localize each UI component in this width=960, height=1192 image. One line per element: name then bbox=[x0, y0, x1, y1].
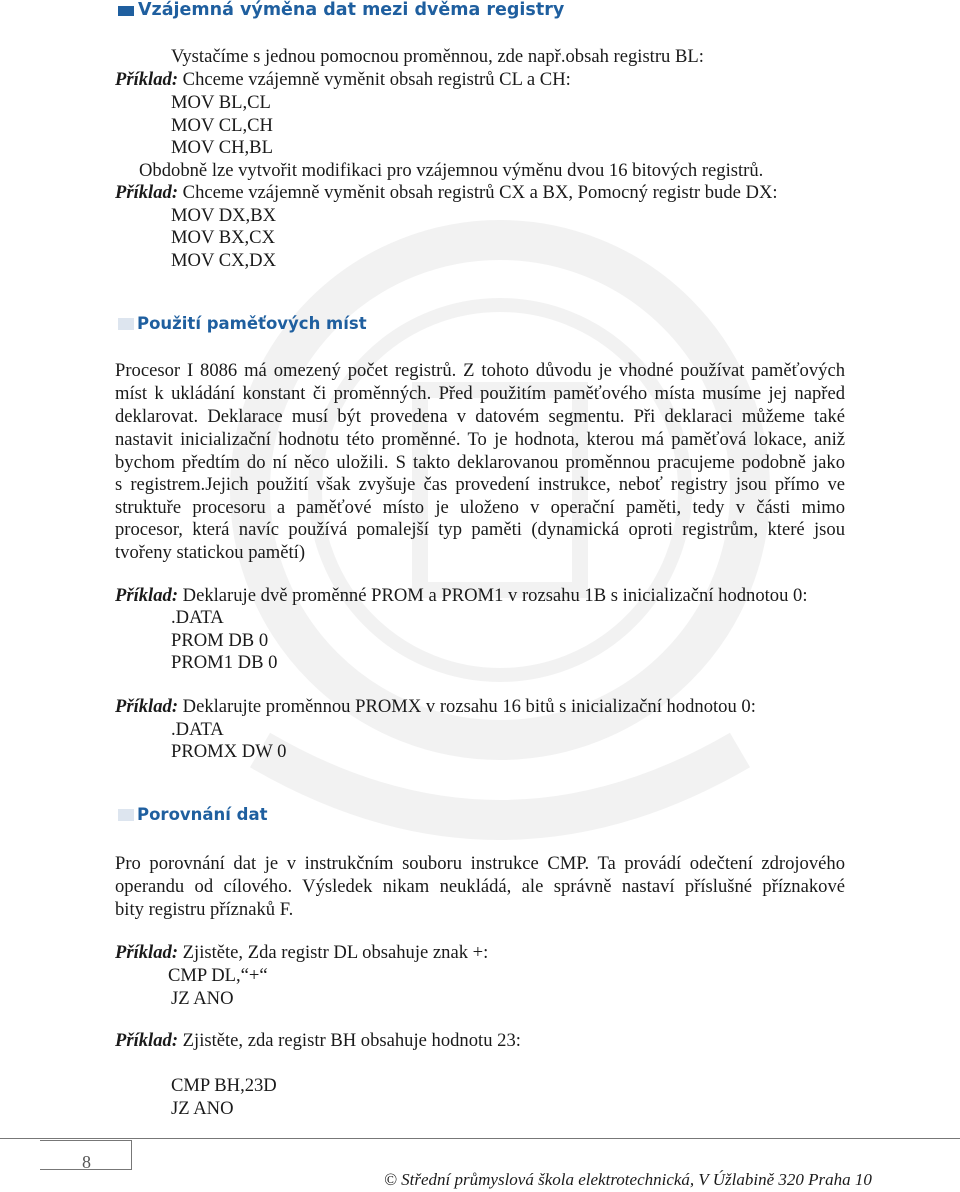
code-line: .DATA bbox=[171, 607, 224, 628]
swap-mid-text: Obdobně lze vytvořit modifikaci pro vzájemnou výměnu dvou 16 bitových registrů. bbox=[139, 160, 764, 181]
example-label: Příklad: bbox=[115, 69, 179, 90]
compare-example-2 bbox=[115, 1030, 521, 1052]
code-line: MOV CX,DX bbox=[171, 250, 277, 271]
example-text: Chceme vzájemně vyměnit obsah registrů CX a BX, Pomocný registr bude DX: bbox=[178, 182, 778, 203]
swap-intro: Vystačíme s jednou pomocnou proměnnou, zde např.obsah registru BL: bbox=[171, 46, 704, 67]
code-line: MOV DX,BX bbox=[171, 205, 277, 226]
memory-para-line: bychom předtím do ní něco uložili. S takto deklarovanou proměnnou pracujeme podobně jako bbox=[115, 452, 845, 473]
memory-para-line: procesor, která navíc používá pomalejší typ paměti (dynamická oproti registrům, které jsou bbox=[115, 519, 845, 540]
page-number-box-top bbox=[40, 1140, 132, 1141]
compare-example-1 bbox=[115, 942, 488, 964]
heading-bar bbox=[118, 809, 134, 821]
page-number-box-right bbox=[131, 1140, 132, 1170]
compare-para-line: bity registru příznaků F. bbox=[115, 899, 294, 920]
heading-bar bbox=[118, 318, 134, 330]
section-heading-swap: Vzájemná výměna dat mezi dvěma registry bbox=[138, 0, 565, 20]
code-line: CMP DL,“+“ bbox=[168, 965, 268, 986]
swap-example-2 bbox=[115, 182, 778, 204]
example-text: Deklarujte proměnnou PROMX v rozsahu 16 bitů s inicializační hodnotou 0: bbox=[178, 696, 756, 717]
code-line: JZ ANO bbox=[171, 988, 234, 1009]
example-label: Příklad: bbox=[115, 942, 179, 963]
swap-example-1 bbox=[115, 69, 571, 91]
code-line: MOV CH,BL bbox=[171, 137, 273, 158]
example-text: Deklaruje dvě proměnné PROM a PROM1 v rozsahu 1B s inicializační hodnotou 0: bbox=[178, 585, 808, 606]
compare-para-line: operandu od cílového. Výsledek nikam neukládá, ale správně nastaví příslušné příznakové bbox=[115, 876, 845, 897]
memory-para-line: struktuře procesoru a paměťové místo je uloženo v operační paměti, tedy v části mimo bbox=[115, 497, 845, 518]
code-line: MOV BL,CL bbox=[171, 92, 271, 113]
example-label: Příklad: bbox=[115, 182, 179, 203]
memory-example-2 bbox=[115, 696, 756, 718]
example-label: Příklad: bbox=[115, 1030, 179, 1051]
memory-para-line: míst k ukládání konstant či proměnných. Před použitím paměťového místa musíme jej napřed bbox=[115, 383, 845, 404]
memory-para-line: s registrem.Jejich použití však zvyšuje čas provedení instrukce, neboť registry jsou přímo ve bbox=[115, 474, 845, 495]
memory-example-1 bbox=[115, 585, 808, 607]
memory-para-line: tvořeny statickou pamětí) bbox=[115, 542, 306, 563]
example-text: Zjistěte, Zda registr DL obsahuje znak +: bbox=[178, 942, 489, 963]
footer-copyright: © Střední průmyslová škola elektrotechnická, V Úžlabině 320 Praha 10 bbox=[384, 1170, 872, 1189]
example-text: Chceme vzájemně vyměnit obsah registrů CL a CH: bbox=[178, 69, 571, 90]
example-label: Příklad: bbox=[115, 585, 179, 606]
section-heading-compare: Porovnání dat bbox=[137, 805, 268, 824]
memory-para-line: Procesor I 8086 má omezený počet registrů. Z tohoto důvodu je vhodné používat paměťových bbox=[115, 360, 845, 381]
section-heading-memory: Použití paměťových míst bbox=[137, 314, 367, 333]
code-line: CMP BH,23D bbox=[171, 1075, 277, 1096]
code-line: MOV CL,CH bbox=[171, 115, 273, 136]
example-text: Zjistěte, zda registr BH obsahuje hodnotu 23: bbox=[178, 1030, 521, 1051]
heading-bar bbox=[118, 6, 134, 16]
code-line: PROMX DW 0 bbox=[171, 741, 287, 762]
code-line: MOV BX,CX bbox=[171, 227, 276, 248]
memory-para-line: nastavit inicializační hodnotu této proměnné. To je hodnota, kterou má paměťová lokace, aniž bbox=[115, 429, 845, 450]
code-line: PROM DB 0 bbox=[171, 630, 269, 651]
code-line: .DATA bbox=[171, 719, 224, 740]
page-number: 8 bbox=[82, 1152, 91, 1172]
footer-divider bbox=[0, 1138, 960, 1139]
memory-para-line: deklarovat. Deklarace musí být provedena v datovém segmentu. Při deklaraci můžeme také bbox=[115, 406, 845, 427]
compare-para-line: Pro porovnání dat je v instrukčním souboru instrukce CMP. Ta provádí odečtení zdrojového bbox=[115, 853, 845, 874]
code-line: JZ ANO bbox=[171, 1098, 234, 1119]
example-label: Příklad: bbox=[115, 696, 179, 717]
code-line: PROM1 DB 0 bbox=[171, 652, 278, 673]
